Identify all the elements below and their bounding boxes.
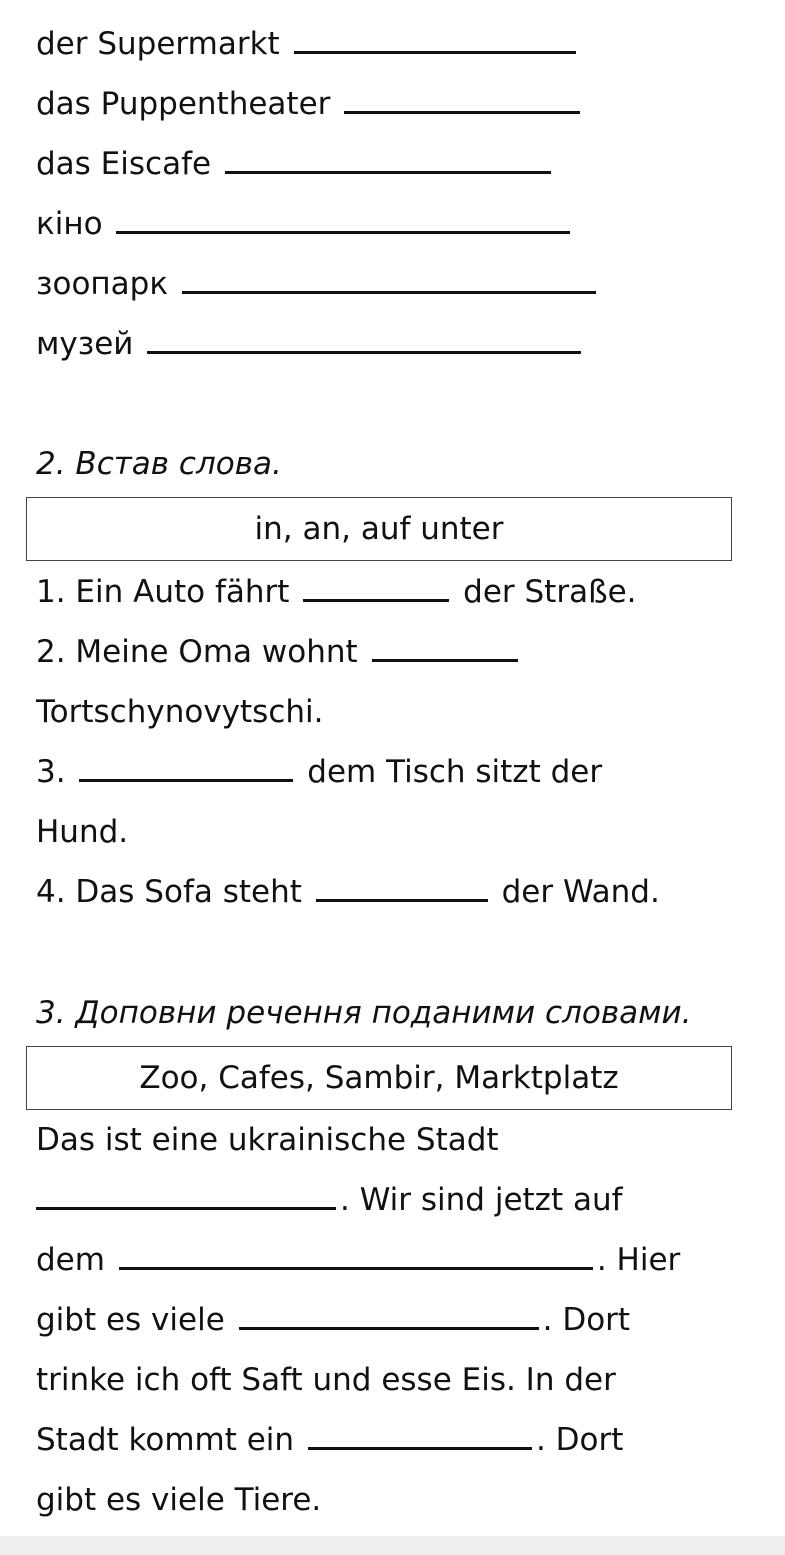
sentence-text: . Dort xyxy=(535,1422,624,1458)
exercise-3-word-box: Zoo, Cafes, Sambir, Marktplatz xyxy=(26,1046,732,1110)
answer-blank[interactable] xyxy=(294,50,576,54)
answer-blank[interactable] xyxy=(119,1266,593,1270)
answer-blank[interactable] xyxy=(303,598,449,602)
vocab-item xyxy=(36,194,574,254)
answer-blank[interactable] xyxy=(147,350,581,354)
exercise-3-heading: 3. Доповни речення поданими словами. xyxy=(36,995,692,1031)
vocab-term: das Puppentheater xyxy=(36,86,331,122)
vocab-item xyxy=(36,254,600,314)
sentence-text: Hund. xyxy=(36,814,129,850)
sentence-text: Stadt kommt ein xyxy=(36,1422,295,1458)
sentence-text: 3. xyxy=(36,754,66,790)
sentence-text: . Dort xyxy=(542,1302,631,1338)
answer-blank[interactable] xyxy=(225,170,551,174)
sentence-text: 4. Das Sofa steht xyxy=(36,874,302,910)
exercise-3-line xyxy=(36,1350,616,1410)
exercise-3-line xyxy=(36,1230,680,1290)
answer-blank[interactable] xyxy=(79,778,293,782)
vocab-item xyxy=(36,314,585,374)
exercise-2-line xyxy=(36,562,637,622)
sentence-text: 2. Meine Oma wohnt xyxy=(36,634,358,670)
exercise-2-heading: 2. Встав слова. xyxy=(36,446,282,482)
sentence-text: trinke ich oft Saft und esse Eis. In der xyxy=(36,1362,616,1398)
sentence-text: . Hier xyxy=(596,1242,681,1278)
sentence-text: 1. Ein Auto fährt xyxy=(36,574,290,610)
exercise-2-line xyxy=(36,742,602,802)
answer-blank[interactable] xyxy=(316,898,488,902)
sentence-text: dem Tisch sitzt der xyxy=(307,754,603,790)
sentence-text: gibt es viele Tiere. xyxy=(36,1482,322,1518)
vocab-term: das Eiscafe xyxy=(36,146,212,182)
answer-blank[interactable] xyxy=(344,110,580,114)
exercise-3-line xyxy=(36,1410,623,1470)
exercise-2-line xyxy=(36,802,128,862)
answer-blank[interactable] xyxy=(36,1206,336,1210)
exercise-3-line xyxy=(36,1170,623,1230)
answer-blank[interactable] xyxy=(182,290,596,294)
vocab-term: кіно xyxy=(36,206,103,242)
exercise-2-word-box: in, an, auf unter xyxy=(26,497,732,561)
exercise-3-line xyxy=(36,1110,499,1170)
vocab-item xyxy=(36,74,584,134)
exercise-2-line xyxy=(36,862,660,922)
exercise-2-line xyxy=(36,682,324,742)
exercise-3-line xyxy=(36,1290,630,1350)
vocab-item xyxy=(36,134,555,194)
vocab-term: зоопарк xyxy=(36,266,169,302)
vocab-term: der Supermarkt xyxy=(36,26,280,62)
sentence-text: der Wand. xyxy=(501,874,660,910)
answer-blank[interactable] xyxy=(239,1326,539,1330)
answer-blank[interactable] xyxy=(308,1446,532,1450)
vocab-term: музей xyxy=(36,326,134,362)
sentence-text: der Straße. xyxy=(463,574,637,610)
page-bottom-bar xyxy=(0,1536,785,1555)
vocab-item xyxy=(36,14,580,74)
answer-blank[interactable] xyxy=(116,230,570,234)
sentence-text: Tortschynovytschi. xyxy=(36,694,324,730)
sentence-text: Das ist eine ukrainische Stadt xyxy=(36,1122,499,1158)
sentence-text: . Wir sind jetzt auf xyxy=(340,1182,623,1218)
sentence-text: dem xyxy=(36,1242,105,1278)
exercise-2-line xyxy=(36,622,522,682)
answer-blank[interactable] xyxy=(372,658,518,662)
exercise-3-line xyxy=(36,1470,321,1530)
sentence-text: gibt es viele xyxy=(36,1302,225,1338)
